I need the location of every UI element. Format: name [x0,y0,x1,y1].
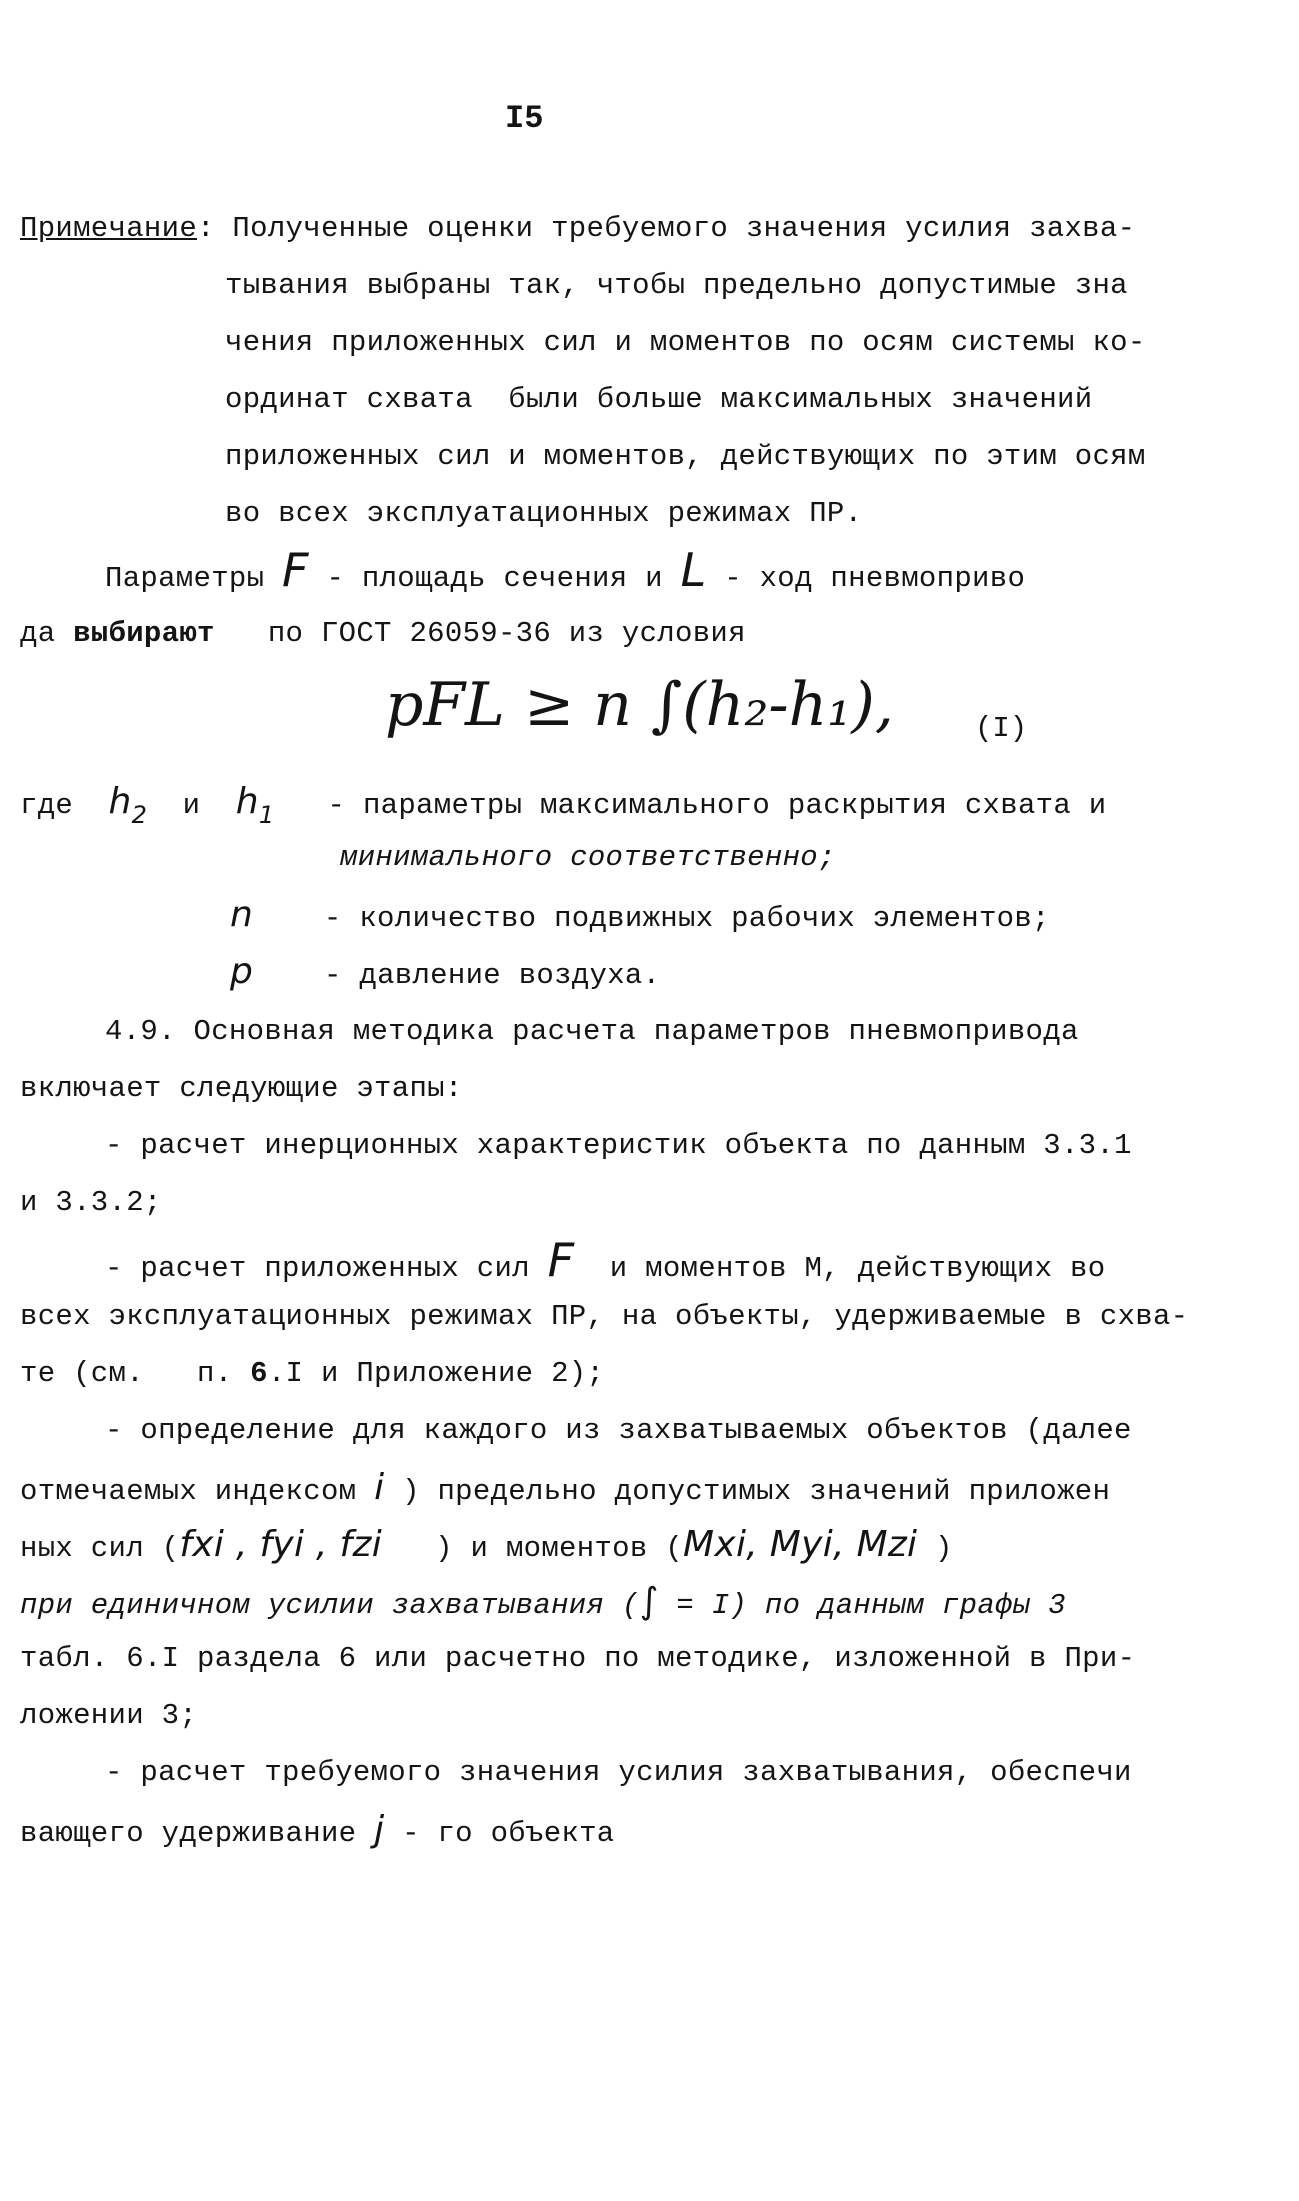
section-line-5: - расчет приложенных сил F и моментов М, действующих во [105,1233,1106,1287]
note-line-3: чения приложенных сил и моментов по осям системы ко- [225,326,1146,359]
where-line-2: минимального соответственно; [340,841,836,874]
equation-number: (I) [975,712,1028,745]
params-line-1: Параметры F - площадь сечения и L - ход пневмоприво [105,543,1026,597]
page-number: I5 [505,100,544,137]
moment-symbols: Mxi, Myi, Mzi [682,1524,918,1565]
symbol-h1: $h_1$ [235,781,275,829]
symbol-F-2: F [547,1233,575,1287]
section-line-1: 4.9. Основная методика расчета параметров пневмопривода [105,1015,1079,1048]
symbol-i: i [374,1467,385,1508]
force-symbols: fxi , fyi , fzi [179,1524,383,1565]
section-line-4: и 3.3.2; [20,1186,162,1219]
section-line-8: - определение для каждого из захватываемых объектов (далее [105,1414,1132,1447]
note-label: Примечание [20,212,198,245]
symbol-p: p [230,951,254,992]
where-line-n: n - количество подвижных рабочих элементов; [230,894,1050,935]
symbol-L: L [680,543,707,597]
section-line-6: всех эксплуатационных режимах ПР, на объекты, удерживаемые в схва- [20,1300,1189,1333]
note-line-2: тывания выбраны так, чтобы предельно допустимые зна [225,269,1128,302]
section-line-2: включает следующие этапы: [20,1072,463,1105]
section-line-10: ных сил (fxi , fyi , fzi ) и моментов (Mxi, Myi, Mzi ) [20,1524,953,1565]
symbol-n: n [230,894,254,935]
symbol-j: j [374,1809,385,1850]
symbol-F: F [282,543,309,597]
symbol-h2: $h_2$ [108,781,148,829]
section-line-3: - расчет инерционных характеристик объекта по данным 3.3.1 [105,1129,1132,1162]
note-line-4: ординат схвата были больше максимальных значений [225,383,1093,416]
note-line-6: во всех эксплуатационных режимах ПР. [225,497,863,530]
where-line-p: p - давление воздуха. [230,951,661,992]
section-line-7: те (см. п. 6.I и Приложение 2); [20,1357,605,1390]
symbol-integral: ∫ [639,1581,659,1622]
where-line-1: где $h_2$ и $h_1$ - параметры максимального раскрытия схвата и [20,781,1107,829]
note-line-5: приложенных сил и моментов, действующих по этим осям [225,440,1146,473]
section-line-14: - расчет требуемого значения усилия захватывания, обеспечи [105,1756,1132,1789]
section-line-12: табл. 6.I раздела 6 или расчетно по методике, изложенной в При- [20,1642,1136,1675]
section-line-9: отмечаемых индексом i ) предельно допустимых значений приложен [20,1467,1111,1508]
section-line-13: ложении 3; [20,1699,198,1732]
section-line-15: вающего удерживание j - го объекта [20,1809,615,1850]
section-line-11: при единичном усилии захватывания (∫ = I) по данным графы 3 [20,1581,1066,1622]
formula: pFL ≥ n ∫(h₂-h₁), [385,670,894,740]
note-line-1: Примечание: Полученные оценки требуемого значения усилия захва- [20,212,1136,245]
params-line-2: да выбирают по ГОСТ 26059-36 из условия [20,617,746,650]
